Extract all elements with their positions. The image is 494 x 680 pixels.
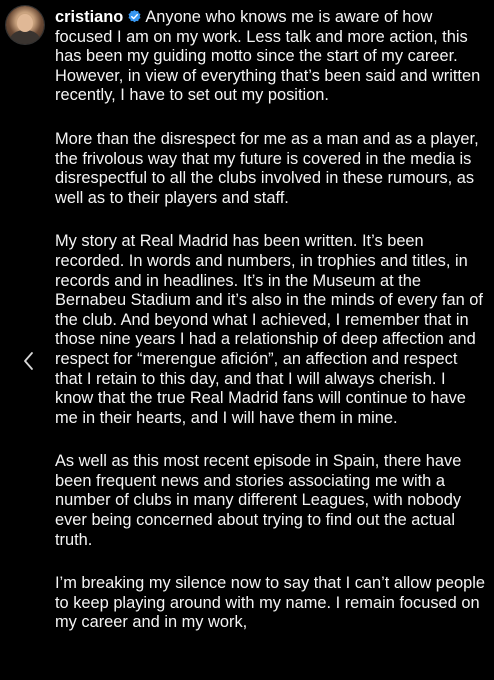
avatar-face <box>17 14 33 32</box>
username-link[interactable]: cristiano <box>55 8 124 26</box>
verified-badge-icon <box>127 9 142 24</box>
caption-paragraph-4: As well as this most recent episode in Spain, there have been frequent news and stories associating me with a number of clubs in many different Leagues, with nobody ever being concerned about trying to find out the actual truth. <box>55 452 462 549</box>
caption-text-1: Anyone who knows me is aware of how focused I am on my work. Less talk and more action, this has been my guiding motto since the start of my career. However, in view of everything that’s been said and written recently, I have to set out my position. <box>55 8 481 105</box>
avatar-figure <box>10 30 40 44</box>
caption-paragraph-2: More than the disrespect for me as a man and as a player, the frivolous way that my future is covered in the media is disrespectful to all the clubs involved in these rumours, as well as to their players and staff. <box>55 129 479 207</box>
avatar[interactable] <box>6 6 44 44</box>
post-caption <box>55 8 485 657</box>
caption-paragraph-5: I’m breaking my silence now to say that I can’t allow people to keep playing around with my name. I remain focused on my career and in my work, <box>55 574 486 632</box>
caption-paragraph-1 <box>55 8 485 106</box>
caption-paragraph-3: My story at Real Madrid has been written. It’s been recorded. In words and numbers, in trophies and titles, in records and in headlines. It’s in the Museum at the Bernabeu Stadium and it’s also in the minds of every fan of the club. And beyond what I achieved, I remember that in those nine years I had a relationship of deep affection and respect for “merengue afición”, an affection and respect that I retain to this day, and that I will always cherish. I know that the true Real Madrid fans will continue to have me in their hearts, and I will have them in mine. <box>55 232 483 427</box>
chevron-left-icon[interactable] <box>20 350 38 372</box>
